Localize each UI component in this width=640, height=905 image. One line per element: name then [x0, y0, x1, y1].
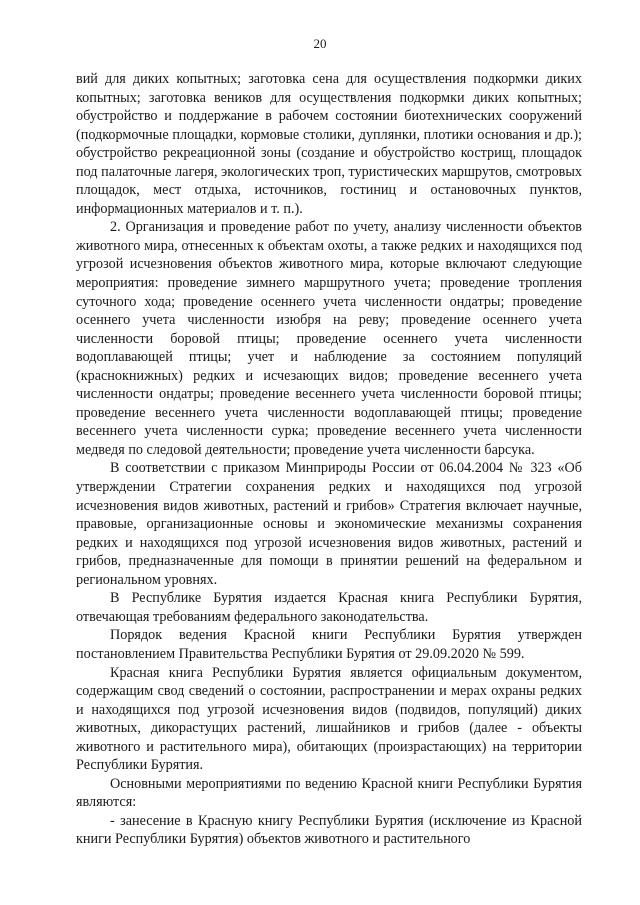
page-number: 20 — [313, 36, 327, 51]
paragraph-red-book-definition: Красная книга Республики Бурятия является официальным документом, содержащим свод сведений о состоянии, распространении и мерах охраны редких и находящихся под угрозой исчезновения видов (подвидов, популяций) диких животных, дикорастущих растений, лишайников и грибов (далее - объекты животного и растительного мира), обитающих (произрастающих) на территории Республики Бурятия. — [76, 664, 582, 774]
paragraph-main-activities: Основными мероприятиями по ведению Красной книги Республики Бурятия являются: — [76, 775, 582, 811]
paragraph-item-2: 2. Организация и проведение работ по учету, анализу численности объектов животного мира, отнесенных к объектам охоты, а также редких и находящихся под угрозой исчезновения объектов животного мира, которые включают следующие мероприятия: проведение зимнего маршрутного учета; проведение тропления суточного хода; проведение осеннего учета численности ондатры; проведение осеннего учета численности изюбря на реву; проведение осеннего учета численности боровой птицы; проведение осеннего учета численности водоплавающей птицы; учет и наблюдение за состоянием популяций (краснокнижных) редких и исчезающих видов; проведение весеннего учета численности ондатры; проведение весеннего учета численности боровой птицы; проведение весеннего учета численности водоплавающей птицы; проведение весеннего учета численности сурка; проведение весеннего учета численности медведя по следовой деятельности; проведение учета численности барсука. — [76, 219, 582, 458]
paragraph-list-item: - занесение в Красную книгу Республики Бурятия (исключение из Красной книги Республики Бурятия) объектов животного и растительного — [76, 812, 582, 848]
paragraph-strategy: В соответствии с приказом Минприроды России от 06.04.2004 № 323 «Об утверждении Стратегии сохранения редких и находящихся под угрозой исчезновения видов животных, растений и грибов» Стратегия включает научные, правовые, организационные основы и экономические механизмы сохранения редких и находящихся под угрозой исчезновения видов животных, растений и грибов, предназначенные для помощи в принятии решений на федеральном и региональном уровнях. — [76, 460, 582, 588]
paragraph-continuation: вий для диких копытных; заготовка сена для осуществления подкормки диких копытных; заготовка веников для осуществления подкормки диких копытных; обустройство и поддержание в рабочем состоянии биотехнических сооружений (подкормочные площадки, кормовые столики, дуплянки, плотики основания и др.); обустройство рекреационной зоны (создание и обустройство кострищ, площадок под палаточные лагеря, экологических троп, туристических маршрутов, смотровых площадок, мест отдыха, источников, гостиниц и остановочных пунктов, информационных материалов и т. п.). — [76, 71, 582, 217]
paragraph-procedure: Порядок ведения Красной книги Республики Бурятия утвержден постановлением Правительства Республики Бурятия от 29.09.2020 № 599. — [76, 627, 582, 662]
paragraph-red-book: В Республике Бурятия издается Красная книга Республики Бурятия, отвечающая требованиям федерального законодательства. — [76, 590, 582, 625]
body-text — [76, 70, 582, 849]
